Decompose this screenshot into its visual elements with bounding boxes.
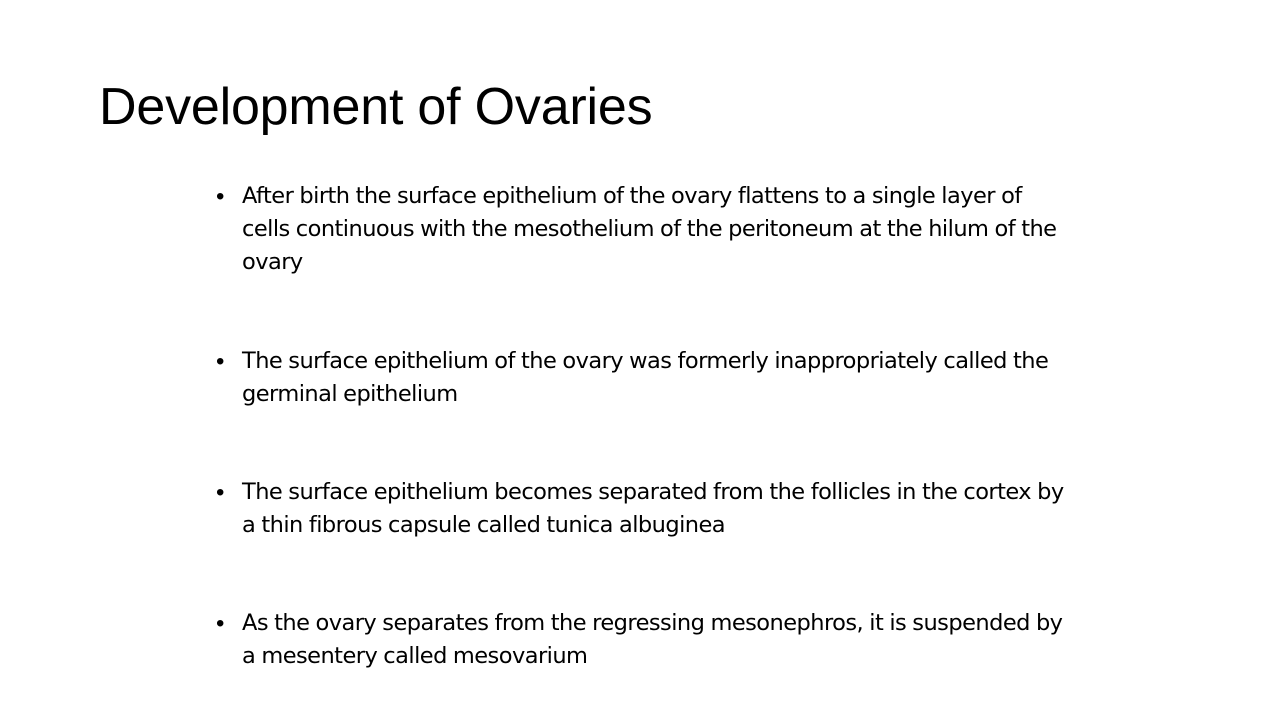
- bullet-dot-icon: •: [216, 479, 225, 506]
- bullet-text: As the ovary separates from the regressing mesonephros, it is suspended by a mesentery called mesovarium: [242, 610, 1063, 669]
- bullet-dot-icon: •: [216, 183, 225, 210]
- bullet-dot-icon: •: [216, 348, 225, 375]
- bullet-dot-icon: •: [216, 610, 225, 637]
- slide-title: Development of Ovaries: [99, 78, 653, 136]
- bullet-text: The surface epithelium becomes separated from the follicles in the cortex by a thin fibrous capsule called tunica albuginea: [242, 479, 1064, 538]
- bullet-text: The surface epithelium of the ovary was formerly inappropriately called the germinal epithelium: [242, 348, 1049, 407]
- bullet-text: After birth the surface epithelium of the ovary flattens to a single layer of cells continuous with the mesothelium of the peritoneum at the hilum of the ovary: [242, 183, 1057, 275]
